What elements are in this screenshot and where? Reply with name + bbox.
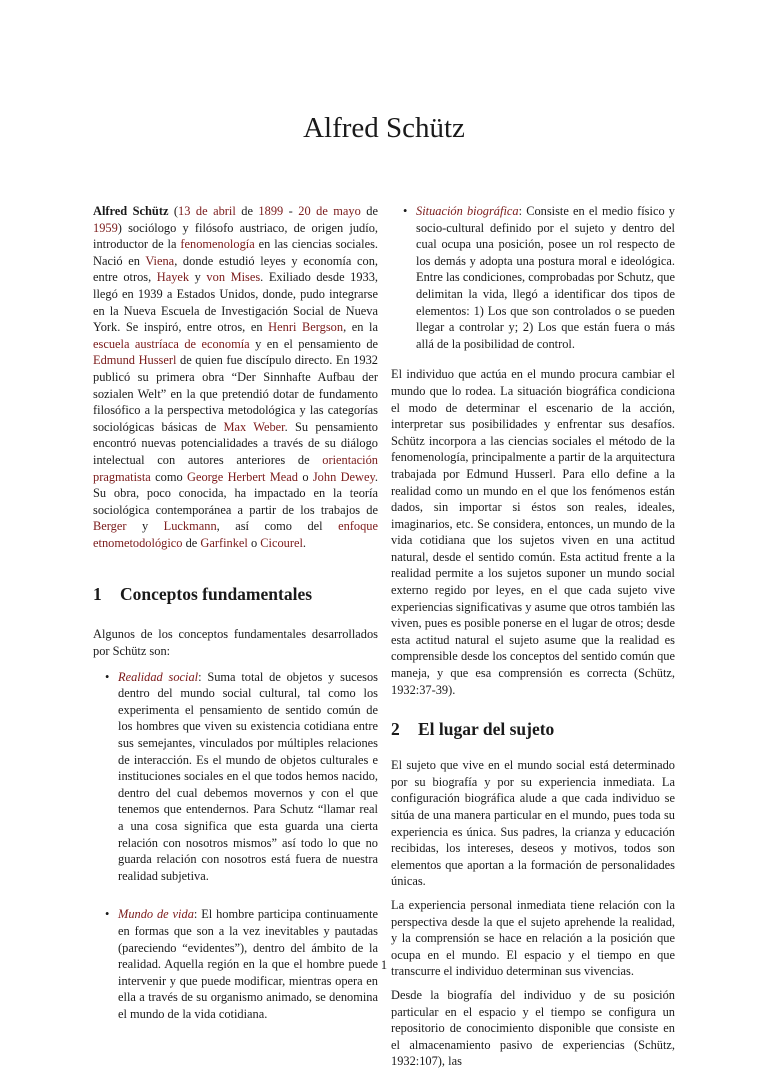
bullet-icon: • bbox=[105, 669, 110, 684]
body-paragraph: El sujeto que vive en el mundo social está determinado por su biografía y por su experiencia inmediata. La configuración biográfica alude a que cada individuo se sitúa de una manera particular en el mundo, pues toda su experiencia es única. Sus padres, la crianza y educación recibidas, los intereses, deseos y motivos, todos son elementos que aportan a la formación de personalidades únicas. bbox=[391, 758, 675, 889]
intro-text: y en el pensamiento de bbox=[249, 336, 379, 351]
list-item bbox=[93, 669, 378, 885]
intro-text: . Su obra, poco conocida, ha impactado en la teoría sociológica contemporánea a partir de los trabajos de bbox=[93, 469, 378, 517]
intro-text: como bbox=[150, 469, 188, 484]
wiki-link[interactable]: 1899 bbox=[258, 204, 284, 218]
intro-text: de bbox=[182, 535, 201, 550]
page-title: Alfred Schütz bbox=[303, 112, 465, 144]
wiki-link[interactable]: enfoque etnometodológico bbox=[93, 519, 379, 550]
section-1-heading bbox=[93, 583, 378, 605]
intro-paragraph bbox=[93, 203, 378, 551]
section-2-heading bbox=[391, 718, 675, 740]
section-number: 1 bbox=[93, 584, 102, 605]
intro-text: , donde estudió leyes y economía con, entre otros, bbox=[93, 253, 378, 285]
page-number: 1 bbox=[380, 958, 388, 972]
subject-name: Alfred Schütz bbox=[93, 204, 169, 218]
intro-text: ) sociólogo y filósofo austriaco, de origen judío, introductor de la bbox=[93, 220, 378, 252]
intro-text: . Su pensamiento encontró nuevas potencialidades a través de su diálogo intelectual con autores anteriores de bbox=[93, 419, 378, 467]
wiki-link[interactable]: escuela austríaca de economía bbox=[93, 336, 250, 351]
concept-text: : Suma total de objetos y sucesos dentro del mundo social cultural, tal como los experimenta el pensamiento de sentido común de los hombres que viven su existencia cotidiana entre sus semejantes, vinculados por múltiples relaciones de interacción. Es el mundo de objetos culturales e instituciones sociales en el que todos hemos nacido, dentro del cual debemos movernos y con el que tenemos que entendernos. Para Schutz “llamar real a una cosa significa que esta guarda una cierta relación con nosotros mismos” así todo lo que no guarda relación con nosotros está fuera de nuestra realidad subjetiva. bbox=[118, 669, 378, 883]
intro-text: o bbox=[247, 535, 261, 550]
wiki-link[interactable]: orientación pragmatista bbox=[93, 452, 378, 484]
wiki-link[interactable]: Henri Bergson bbox=[268, 320, 344, 335]
intro-text: ( bbox=[168, 204, 179, 218]
intro-text: y bbox=[189, 270, 207, 285]
intro-text: y bbox=[126, 519, 164, 534]
section-1-lead: Algunos de los conceptos fundamentales desarrollados por Schütz son: bbox=[93, 627, 378, 659]
wiki-link[interactable]: George Herbert Mead bbox=[187, 469, 298, 484]
intro-text: de quien fue discípulo directo. En 1932 publicó su primera obra “Der Sinnhafte Aufbau der sozialen Welt” en la que pretendió dotar de fundamento filosófico a la perspectiva metodológica y las categorías sociológicas básicas de bbox=[93, 353, 378, 434]
body-paragraph: El individuo que actúa en el mundo procura cambiar el mundo que lo rodea. La situación biográfica condiciona el modo de determinar el escenario de la acción, interpretar sus posibilidades y enfrentar sus desafíos. Schütz incorpora a las ciencias sociales el método de la fenomenología, principalmente a partir de la arquitectura trabajada por Edmund Husserl. Para ello define a la realidad como un mundo en el que los fenómenos están dados, sin importar si éstos son reales, ideales, imaginarios, etc. Se considera, entonces, un mundo de la vida cotidiana que los sujetos viven en una actitud natural, desde el sentido común. Esta actitud frente a la realidad permite a los sujetos suponer un mundo social externo regido por leyes, en el que cada sujeto vive experiencias significativas y asume que otros también las viven, pues es posible ponerse en el lugar de otros; desde esta actitud natural el sujeto asume que la realidad es comprensible desde los conceptos del sentido común que maneja, y que esa comprensión es correcta (Schütz, 1932:37-39). bbox=[391, 367, 675, 697]
intro-text: . bbox=[302, 535, 307, 550]
intro-text: de bbox=[360, 204, 378, 218]
wiki-link[interactable]: Viena bbox=[145, 253, 175, 268]
wiki-link[interactable]: John Dewey bbox=[312, 469, 375, 484]
wiki-link[interactable]: Hayek bbox=[156, 270, 190, 285]
concept-term[interactable]: Situación biográfica bbox=[416, 204, 519, 218]
wiki-link[interactable]: Berger bbox=[93, 519, 127, 534]
wiki-link[interactable]: fenomenología bbox=[180, 237, 255, 252]
wiki-link[interactable]: Max Weber bbox=[223, 419, 285, 434]
list-item bbox=[391, 203, 675, 352]
section-title: Conceptos fundamentales bbox=[120, 584, 313, 605]
wiki-link[interactable]: Cicourel bbox=[260, 535, 303, 550]
wiki-link[interactable]: 1959 bbox=[93, 220, 118, 235]
concept-text: : El hombre participa continuamente en formas que son a la vez inevitables y pautadas (pareciendo “evidentes”), dentro del ámbito de la realidad. Aquella región en la que el hombre puede intervenir y que puede modificar, mientras opera en ella a través de su organismo animado, se denomina el mundo de la vida cotidiana. bbox=[118, 907, 378, 1021]
left-column bbox=[93, 203, 378, 1045]
concept-term[interactable]: Realidad social bbox=[118, 669, 199, 684]
wiki-link[interactable]: Luckmann bbox=[163, 519, 217, 534]
section-number: 2 bbox=[391, 719, 400, 740]
intro-text: en las ciencias sociales. Nació en bbox=[93, 237, 378, 268]
concept-list-continued bbox=[391, 203, 675, 352]
bullet-icon: • bbox=[105, 907, 110, 922]
intro-text: de bbox=[235, 204, 259, 218]
right-column bbox=[391, 203, 675, 1077]
section-title: El lugar del sujeto bbox=[418, 719, 555, 740]
wiki-link[interactable]: 20 de mayo bbox=[298, 204, 361, 218]
wiki-link[interactable]: Edmund Husserl bbox=[93, 353, 177, 368]
wiki-link[interactable]: 13 de abril bbox=[178, 204, 236, 218]
intro-text: - bbox=[283, 204, 299, 218]
intro-text: . Exiliado desde 1933, llegó en 1939 a Estados Unidos, donde, pudo integrarse en la Nueva Escuela de Investigación Social de Nueva York. Se inspiró, entre otros, en bbox=[93, 270, 379, 335]
concept-term[interactable]: Mundo de vida bbox=[118, 907, 194, 922]
bullet-icon: • bbox=[403, 204, 408, 218]
intro-text: , así como del bbox=[216, 519, 339, 534]
intro-text: , en la bbox=[343, 320, 378, 335]
body-paragraph: La experiencia personal inmediata tiene relación con la perspectiva desde la que el sujeto aprehende la realidad, y la comprensión se hace en relación a la posición que ocupa en el mundo. El espacio y el tiempo en que transcurre el individuo determinan sus vivencias. bbox=[391, 897, 675, 979]
intro-text: o bbox=[297, 469, 313, 484]
concept-text: : Consiste en el medio físico y socio-cultural definido por el sujeto y dentro del cual ocupa una posición, posee un rol respecto de los demás y adopta una postura moral e ideológica. Entre las condiciones, comprobadas por Schutz, que delimitan la vida, llegó a identificar dos tipos de elementos: 1) Los que son controlados o se pueden llegar a controlar y; 2) Los que están fuera o más allá de la posibilidad de control. bbox=[416, 204, 675, 351]
wiki-link[interactable]: Garfinkel bbox=[200, 535, 248, 550]
body-paragraph: Desde la biografía del individuo y de su posición particular en el espacio y el tiempo se configura un repositorio de conocimiento disponible que consiste en el almacenamiento pasivo de experiencias (Schütz, 1932:107), las bbox=[391, 987, 675, 1069]
wiki-link[interactable]: von Mises bbox=[206, 270, 261, 285]
